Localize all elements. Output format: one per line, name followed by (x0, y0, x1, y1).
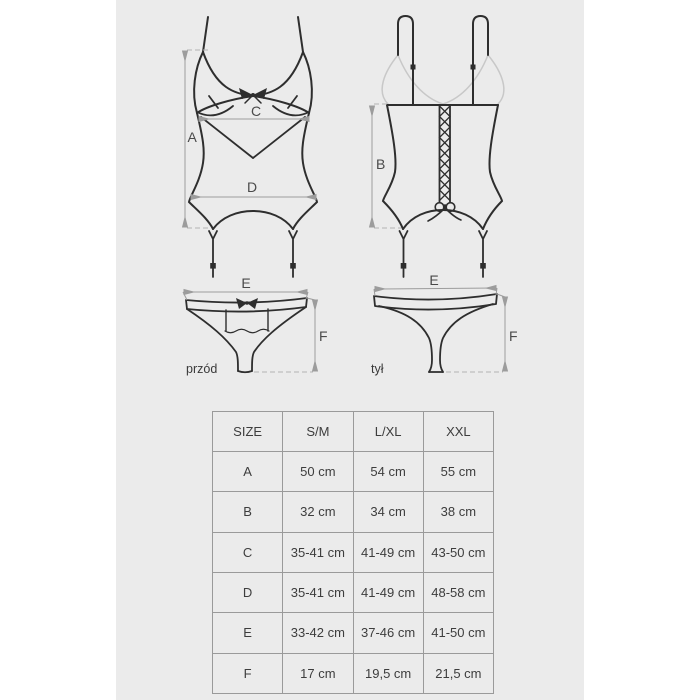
cell: 41-50 cm (423, 613, 493, 653)
chart-panel (116, 0, 584, 700)
dim-label-a: A (187, 129, 197, 145)
cell: 19,5 cm (353, 653, 423, 693)
size-table (212, 411, 494, 694)
cell: 35-41 cm (283, 572, 353, 612)
table-row-a (213, 452, 494, 492)
cell: 37-46 cm (353, 613, 423, 653)
dim-label-d: D (246, 179, 258, 195)
dim-label-f-front: F (319, 328, 328, 344)
strap-slider-icon (471, 65, 476, 70)
caption-back: tył (371, 362, 384, 376)
garter-clip-icon (210, 263, 216, 269)
table-row-c (213, 532, 494, 572)
cell: 17 cm (283, 653, 353, 693)
dim-label-c: C (250, 103, 262, 119)
cell: 43-50 cm (423, 532, 493, 572)
cell: 21,5 cm (423, 653, 493, 693)
garter-clip-icon (480, 263, 486, 269)
seam-left (201, 117, 253, 158)
gusset-bottom (238, 371, 252, 372)
ghost-cup-lines (382, 55, 504, 104)
body-side-right (483, 105, 502, 229)
cell: 32 cm (283, 492, 353, 532)
corset-front-dimensions (185, 50, 316, 228)
header-lxl: L/XL (353, 412, 423, 452)
garter-clip-icon (401, 263, 407, 269)
body-side-right (293, 113, 317, 229)
cell: 48-58 cm (423, 572, 493, 612)
header-sm: S/M (283, 412, 353, 452)
table-row-d (213, 572, 494, 612)
cup-right-outer (303, 52, 312, 113)
panty-bow-icon (236, 298, 258, 309)
lace-edge (225, 329, 269, 333)
lace-up-panel (440, 105, 451, 202)
dim-label-e-front: E (241, 275, 251, 291)
cell: 55 cm (423, 452, 493, 492)
waistband (186, 298, 307, 312)
row-label: E (213, 613, 283, 653)
table-row-e (213, 613, 494, 653)
garter-clip-icon (290, 263, 296, 269)
caption-front: przód (186, 362, 218, 376)
seam-right (253, 117, 305, 158)
corset-front-drawing (189, 17, 317, 277)
panties-back-drawing (374, 294, 497, 372)
row-label: C (213, 532, 283, 572)
body-side-left (383, 105, 403, 229)
dim-label-e-back: E (429, 272, 439, 288)
outline-right (440, 304, 493, 372)
table-row-b (213, 492, 494, 532)
cell: 54 cm (353, 452, 423, 492)
garment-diagrams (116, 0, 584, 400)
garter-right (289, 231, 297, 277)
outline-left (379, 306, 432, 372)
cell: 33-42 cm (283, 613, 353, 653)
front-bow-icon (239, 88, 267, 103)
strap-slider-icon (411, 65, 416, 70)
cell: 50 cm (283, 452, 353, 492)
corset-back-drawing (382, 16, 504, 277)
header-size: SIZE (213, 412, 283, 452)
garter-right (479, 231, 487, 277)
row-label: B (213, 492, 283, 532)
cell: 35-41 cm (283, 532, 353, 572)
garter-left (209, 231, 217, 277)
row-label: F (213, 653, 283, 693)
cell: 41-49 cm (353, 532, 423, 572)
table-row-f (213, 653, 494, 693)
strap-left (203, 17, 208, 52)
cell: 41-49 cm (353, 572, 423, 612)
waistband (374, 294, 497, 310)
header-xxl: XXL (423, 412, 493, 452)
size-table-header-row (213, 412, 494, 452)
dim-label-b: B (376, 156, 386, 172)
hem-arch (403, 210, 483, 229)
row-label: A (213, 452, 283, 492)
dim-label-f-back: F (509, 328, 518, 344)
outline-right (252, 307, 306, 371)
row-label: D (213, 572, 283, 612)
cup-left-outer (194, 52, 203, 113)
hem-arch (213, 211, 293, 229)
cell: 38 cm (423, 492, 493, 532)
strap-right (298, 17, 303, 52)
cell: 34 cm (353, 492, 423, 532)
garter-left (400, 231, 408, 277)
